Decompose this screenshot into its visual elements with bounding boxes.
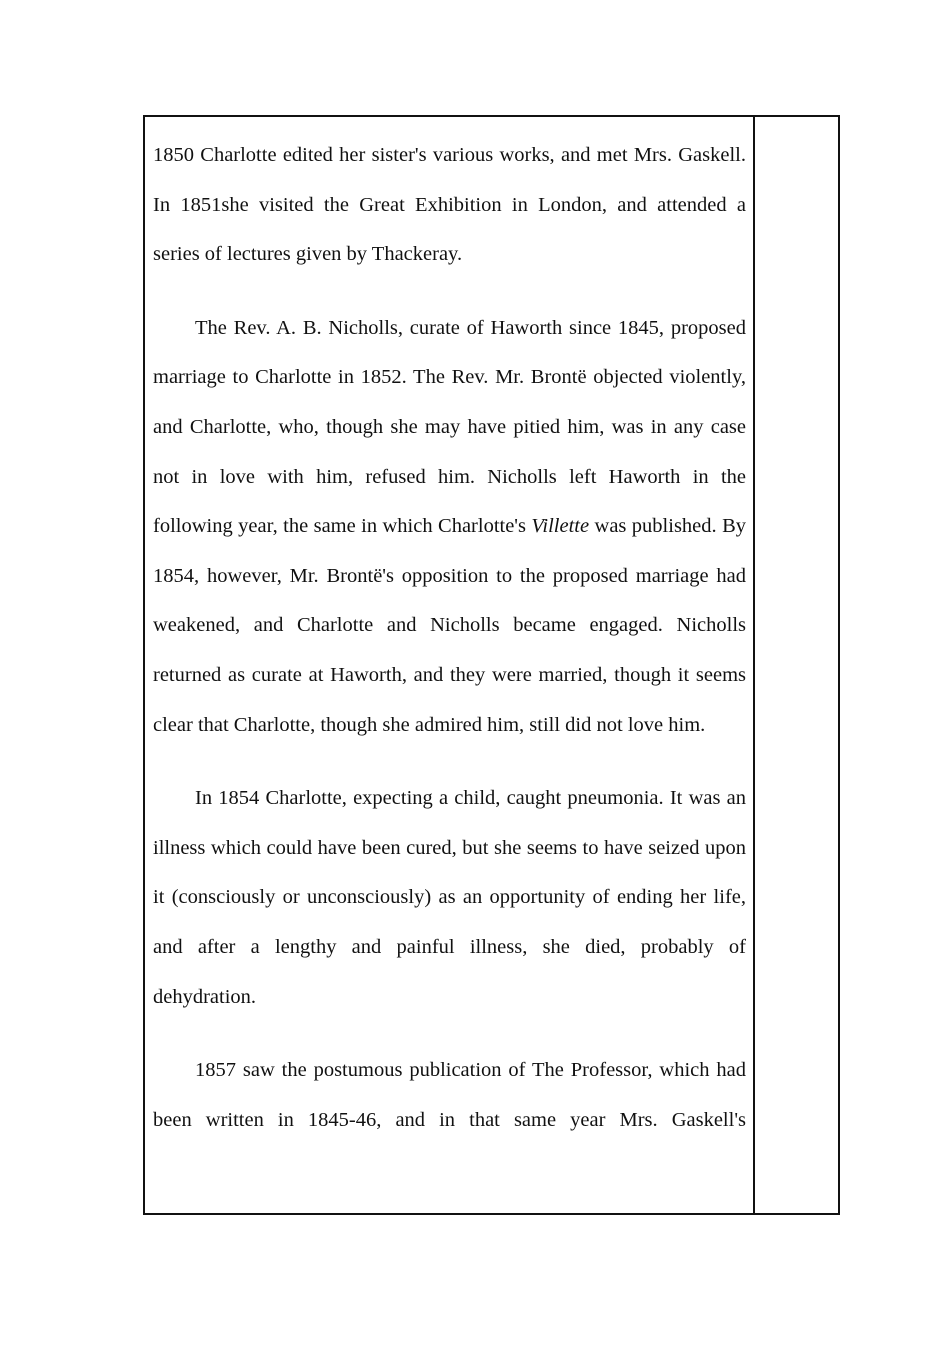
book-title-villette: Villette — [531, 515, 590, 538]
paragraph-3 — [153, 774, 746, 1022]
paragraph-4-text: 1857 saw the postumous publication of The Professor, which had been written in 1845-46, and in that same year Mrs. Gaskell's — [153, 1059, 746, 1131]
paragraph-2-text-start: The Rev. A. B. Nicholls, curate of Haworth since 1845, proposed marriage to Charlotte in 1852. The Rev. Mr. Brontë objected violently, and Charlotte, who, though she may have pitied him, was in any case not in love with him, refused him. Nicholls left Haworth in the following year, the same in which Charlotte's — [153, 316, 746, 538]
main-text-cell — [145, 117, 755, 1213]
paragraph-4 — [153, 1046, 746, 1145]
paragraph-2-text-end: was published. By 1854, however, Mr. Brontë's opposition to the proposed marriage had weakened, and Charlotte and Nicholls became engaged. Nicholls returned as curate at Haworth, and they were married, though it seems clear that Charlotte, though she admired him, still did not love him. — [153, 515, 746, 736]
paragraph-1-text: 1850 Charlotte edited her sister's various works, and met Mrs. Gaskell. In 1851she visited the Great Exhibition in London, and attended a series of lectures given by Thackeray. — [153, 144, 746, 266]
empty-side-cell — [753, 117, 838, 1213]
text-table — [143, 115, 840, 1215]
paragraph-3-text: In 1854 Charlotte, expecting a child, caught pneumonia. It was an illness which could have been cured, but she seems to have seized upon it (consciously or unconsciously) as an opportunity of ending her life, and after a lengthy and painful illness, she died, probably of dehydration. — [153, 787, 746, 1008]
paragraph-1 — [153, 131, 746, 280]
paragraph-2 — [153, 304, 746, 750]
